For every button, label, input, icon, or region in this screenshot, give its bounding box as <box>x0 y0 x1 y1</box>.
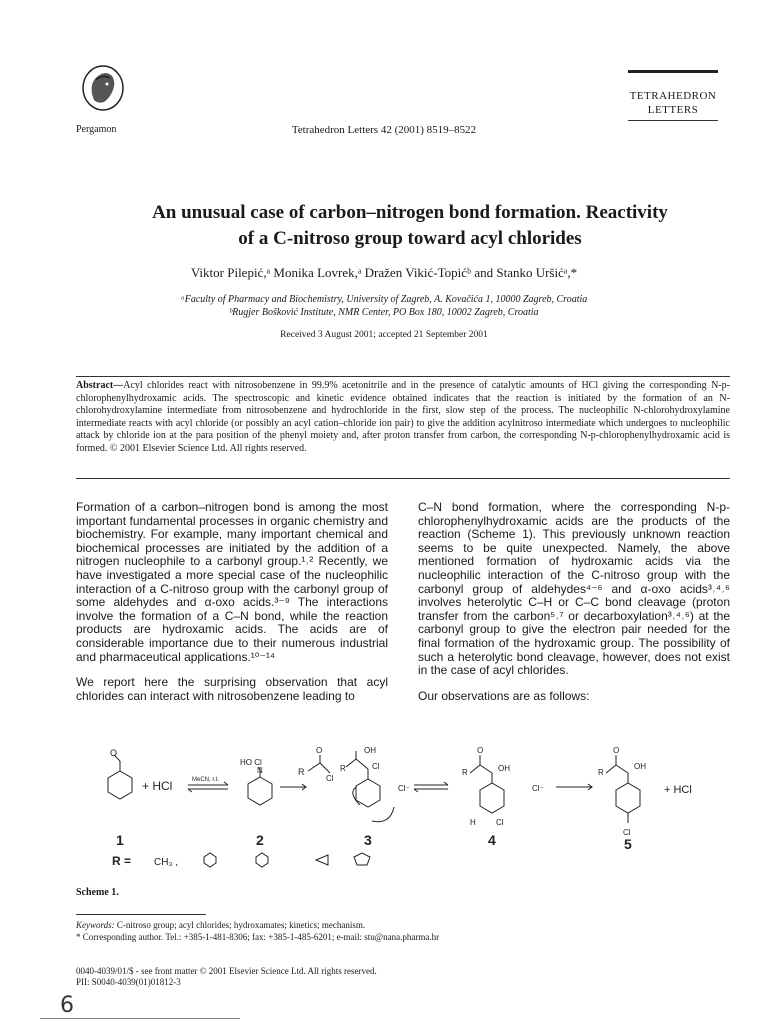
paragraph: C–N bond formation, where the corresponding N-p-chlorophenylhydroxamic acids are the products of the reaction (Scheme 1). This previously unknown reaction seems to be quite unexpected. Namely, the above mentioned formation of hydroxamic acids via the nucleophilic interaction of the C-nitroso group with the carbonyl group of aldehydes⁴⁻⁶ and α-oxo acids³˒⁴˒⁶ involves heterolytic C–H or C–C bond cleavage (proton transfer from the carbon⁵˒⁷ or decarboxylation³˒⁴˒⁶) at the carbonyl group to give the electron pair needed for the final formation of the hydroxamic group. The possibility of such a heterolytic bond cleavage, however, does not exist in the case of acyl chlorides. <box>418 500 730 678</box>
affiliations <box>0 293 768 319</box>
compound-number-5: 5 <box>624 836 632 852</box>
title-line1: An unusual case of carbon–nitrogen bond formation. Reactivity <box>152 202 668 223</box>
affiliation-a: ᵃFaculty of Pharmacy and Biochemistry, University of Zagreb, A. Kovačića 1, 10000 Zagreb, Croatia <box>180 294 588 305</box>
journal-name-line2: LETTERS <box>647 104 699 116</box>
abstract-text: Acyl chlorides react with nitrosobenzene in 99.9% acetonitrile and in the presence of catalytic amounts of HCl giving the corresponding N-p-chlorophenylhydroxamic acids. The spectroscopic and kinetic evidence obtained indicates that the reaction is initiated by the formation of an N-chlorohydroxylamine intermediate from nitrosobenzene and hydrochloride in the first, slow step of the process. The nucleophilic N-chlorohydroxylamine intermediate reacts with acyl chloride (or possibly an acyl cation–chloride ion pair) to give the addition acylnitroso intermediate which undergoes to nucleophilic attack by chloride ion at the para position of the phenyl moiety and, after proton transfer from carbon, the corresponding N-p-chlorophenylhydroxamic acid is formed. © 2001 Elsevier Science Ltd. All rights reserved. <box>76 380 730 454</box>
scheme-caption: Scheme 1. <box>76 887 119 898</box>
scheme-label-o: O <box>477 746 484 755</box>
scheme-label-h: H <box>470 818 476 827</box>
scheme-label-cl: Cl <box>326 774 334 783</box>
compound-number-3: 3 <box>364 832 372 848</box>
issn-block <box>76 966 377 988</box>
paragraph: Our observations are as follows: <box>418 688 590 703</box>
compound-number-1: 1 <box>116 832 124 848</box>
scheme-product-hcl: + HCl <box>664 784 692 796</box>
scheme-label-cl-minus: Cl⁻ <box>532 784 544 793</box>
body-left-column <box>76 501 388 715</box>
scheme-label-r: R <box>462 768 468 777</box>
journal-name-line1: TETRAHEDRON <box>629 90 717 102</box>
compound-number-4: 4 <box>488 832 496 848</box>
scheme-label-oh: OH <box>634 762 646 771</box>
title-line2: of a C-nitroso group toward acyl chlorides <box>238 228 582 249</box>
keywords-text: C-nitroso group; acyl chlorides; hydroxamates; kinetics; mechanism. <box>114 920 366 930</box>
abstract-rule-top <box>76 376 730 377</box>
scheme-label-r: R <box>298 767 305 777</box>
article-title <box>60 200 760 252</box>
scheme-label-o: O <box>316 746 323 755</box>
paragraph: Formation of a carbon–nitrogen bond is among the most important fundamental processes in organic chemistry and biochemistry. For example, many important chemical and biochemical processes are initiated by the addition of a nitrogen nucleophile to a carbonyl group.¹˒² Recently, we have investigated a more special case of the nucleophilic interaction of a C-nitroso group with the carbonyl group of some aldehydes and α-oxo acids.³⁻⁹ The interactions involve the formation of a C–N bond, while the reaction products are hydroxamic acids. The acids are of considerable importance due to their numerous industrial and pharmaceutical applications.¹⁰⁻¹⁴ <box>76 500 388 664</box>
scheme-label-ho-cl: HO Cl <box>240 758 262 767</box>
keywords <box>76 920 730 931</box>
bottom-rule <box>40 1018 240 1019</box>
scheme-label-cl: Cl <box>496 818 504 827</box>
keywords-label: Keywords: <box>76 920 115 930</box>
footnote-rule <box>76 914 206 915</box>
scheme-label-oh: OH <box>364 746 376 755</box>
reaction-scheme <box>76 745 730 885</box>
scheme-label-cl-minus: Cl⁻ <box>398 784 410 793</box>
affiliation-b: ᵇRugjer Bošković Institute, NMR Center, PO Box 180, 10002 Zagreb, Croatia <box>229 307 539 318</box>
abstract <box>76 380 730 455</box>
issn-line: 0040-4039/01/$ - see front matter © 2001 Elsevier Science Ltd. All rights reserved. <box>76 966 377 976</box>
r-group-methyl: CH₃ , <box>154 857 179 868</box>
scheme-label-o: O <box>613 746 620 755</box>
pii-line: PII: S0040-4039(01)01812-3 <box>76 977 181 987</box>
scheme-label-cl: Cl <box>372 762 380 771</box>
corresponding-author: * Corresponding author. Tel.: +385-1-481-8306; fax: +385-1-485-6201; e-mail: stu@nana.pharma.hr <box>76 932 440 942</box>
scheme-reagent-hcl: + HCl <box>142 779 173 793</box>
r-group-label: R = <box>112 854 132 868</box>
journal-citation: Tetrahedron Letters 42 (2001) 8519–8522 <box>291 124 477 136</box>
scheme-label-cl: Cl <box>623 828 631 837</box>
publisher-name: Pergamon <box>76 124 117 135</box>
journal-rule <box>628 120 718 121</box>
journal-name-box <box>628 70 718 117</box>
scheme-label-n: N <box>257 766 263 775</box>
scheme-label-oh: OH <box>498 764 510 773</box>
received-dates: Received 3 August 2001; accepted 21 September 2001 <box>280 330 488 340</box>
abstract-label: Abstract— <box>76 380 124 391</box>
authors: Viktor Pilepić,ᵃ Monika Lovrek,ᵃ Dražen Vikić-Topićᵇ and Stanko Uršićᵃ,* <box>190 265 578 280</box>
pergamon-logo <box>80 64 126 116</box>
scheme-label-r: R <box>340 764 346 773</box>
scheme-label-r: R <box>598 768 604 777</box>
paragraph: We report here the surprising observation that acyl chlorides can interact with nitrosobenzene leading to <box>76 675 388 703</box>
scheme-label-no: O <box>110 748 118 758</box>
body-right-column <box>418 501 730 715</box>
scheme-conditions: MeCN, r.t. <box>192 777 220 783</box>
handwritten-mark: 6 <box>60 993 74 1018</box>
compound-number-2: 2 <box>256 832 264 848</box>
abstract-rule-bottom <box>76 478 730 479</box>
